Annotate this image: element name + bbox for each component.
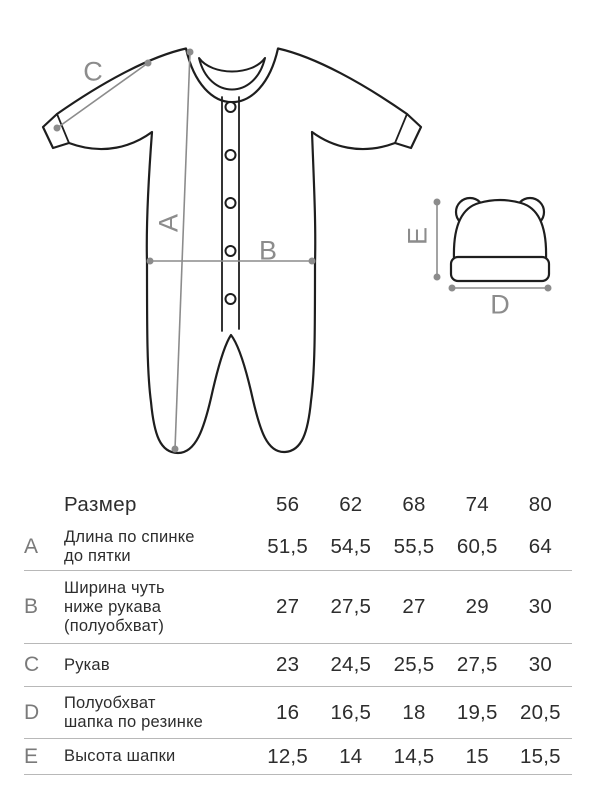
size-column-80: 80 (528, 493, 552, 516)
value-cell: 25,5 (393, 653, 435, 676)
description-line: Ширина чуть (64, 578, 165, 597)
value-cell: 30 (528, 653, 552, 676)
snap-button-2 (226, 150, 236, 160)
value-cell: 24,5 (330, 653, 372, 676)
value-cell: 14 (339, 744, 363, 768)
value-cell: 15 (465, 744, 489, 768)
value-cell: 14,5 (393, 744, 435, 768)
measure-dot (187, 49, 194, 56)
description-line: Рукав (64, 655, 110, 674)
row-description (64, 747, 256, 766)
measure-label-b: B (258, 235, 278, 266)
value-cell: 51,5 (267, 535, 308, 558)
row-description (64, 694, 256, 732)
measure-dot (434, 274, 441, 281)
description-line: до пятки (64, 547, 131, 565)
value-cell: 30 (528, 595, 552, 618)
value-cell: 20,5 (520, 700, 561, 724)
sleepsuit-drawing (43, 49, 421, 454)
value-cell: 27,5 (456, 653, 498, 676)
description-line: Длина по спинке (64, 528, 195, 546)
value-cell: 64 (528, 535, 552, 558)
table-row-d (24, 687, 572, 739)
table-row-a (24, 524, 572, 571)
measure-label-d: D (490, 289, 510, 320)
row-description (64, 528, 256, 566)
description-line: Полуобхват (64, 693, 156, 712)
snap-button-4 (226, 246, 236, 256)
value-cell: 15,5 (520, 744, 561, 768)
measure-dot (449, 285, 456, 292)
table-row-c (24, 644, 572, 687)
hat-drawing (451, 198, 549, 281)
value-cell: 29 (465, 595, 489, 618)
row-letter: D (24, 700, 40, 724)
measure-dot (434, 199, 441, 206)
value-cell: 60,5 (456, 535, 498, 558)
snap-button-3 (226, 198, 236, 208)
value-cell: 27 (402, 595, 426, 618)
measure-label-c: C (83, 56, 103, 87)
measure-dot (545, 285, 552, 292)
size-column-74: 74 (465, 493, 489, 516)
value-cell: 55,5 (393, 535, 435, 558)
size-column-62: 62 (339, 493, 363, 516)
row-letter: B (24, 595, 39, 618)
table-row-e (24, 739, 572, 775)
description-line: (полуобхват) (64, 616, 165, 635)
measure-dot (309, 258, 316, 265)
measure-dot (147, 258, 154, 265)
row-letter: C (24, 653, 40, 676)
description-line: шапка по резинке (64, 712, 204, 731)
table-header-row (24, 486, 572, 524)
value-cell: 18 (402, 700, 426, 724)
table-row-b (24, 571, 572, 644)
value-cell: 54,5 (330, 535, 372, 558)
value-cell: 19,5 (456, 700, 498, 724)
size-column-68: 68 (402, 493, 426, 516)
measure-dot (54, 125, 61, 132)
size-header-label: Размер (64, 493, 137, 516)
hat-brim (451, 257, 549, 281)
value-cell: 16,5 (330, 700, 372, 724)
size-table (24, 486, 572, 775)
row-letter: E (24, 744, 39, 768)
description-line: Высота шапки (64, 747, 176, 765)
row-description (64, 656, 256, 675)
size-column-56: 56 (275, 493, 300, 516)
description-line: ниже рукава (64, 597, 162, 616)
measure-label-a: A (153, 213, 184, 233)
measure-dot (172, 446, 179, 453)
measure-label-e: E (402, 226, 433, 246)
value-cell: 23 (275, 653, 300, 676)
measure-dot (145, 60, 152, 67)
snap-button-5 (226, 294, 236, 304)
hat-dome (454, 200, 546, 259)
row-description (64, 579, 256, 636)
snap-button-1 (226, 102, 236, 112)
value-cell: 16 (275, 700, 300, 724)
value-cell: 12,5 (267, 744, 308, 768)
value-cell: 27,5 (330, 595, 372, 618)
value-cell: 27 (275, 595, 300, 618)
neck-opening (199, 58, 265, 90)
row-letter: A (24, 535, 39, 558)
